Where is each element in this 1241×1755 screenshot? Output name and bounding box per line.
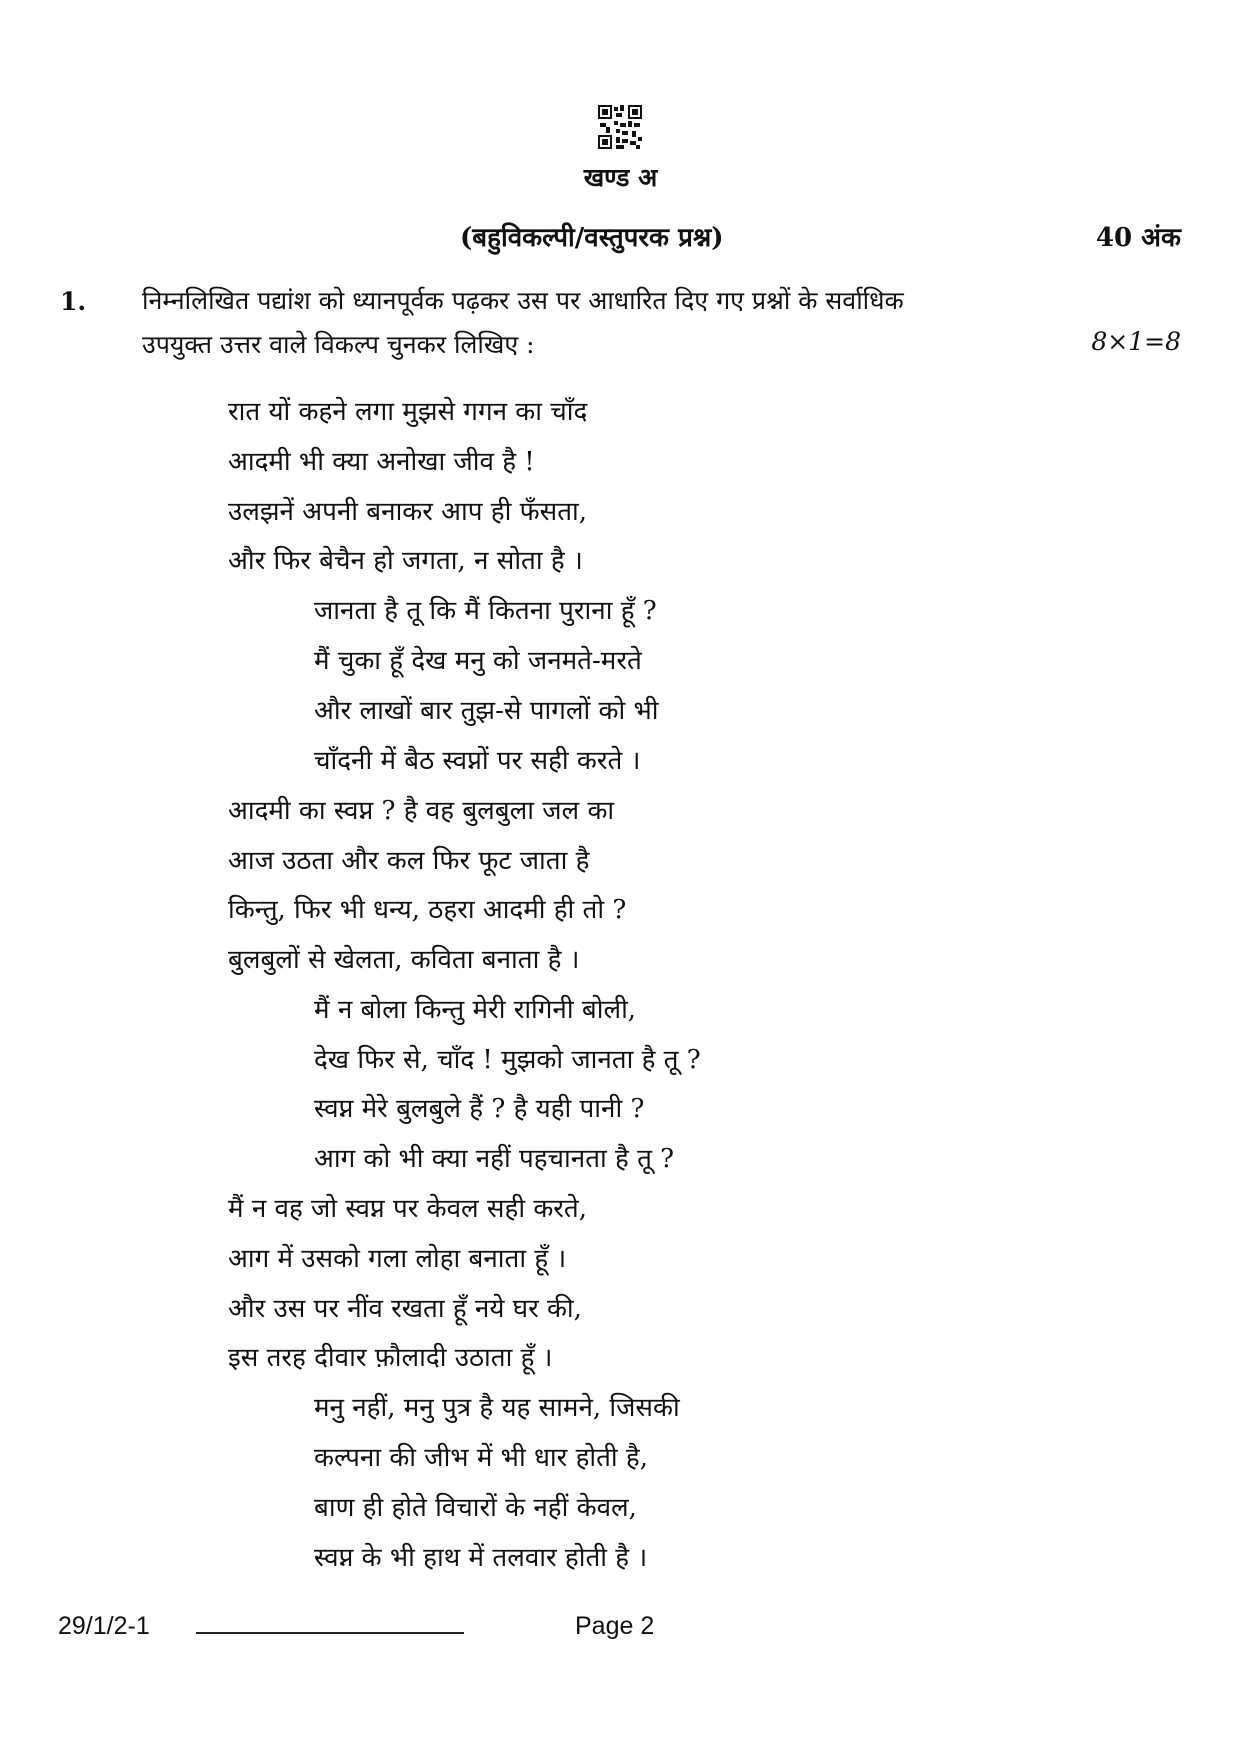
section-title: खण्ड अ (583, 163, 658, 192)
poem-line: और फिर बेचैन हो जगता, न सोता है । (228, 546, 583, 576)
question-number: 1. (60, 287, 87, 316)
section-marks: 40 अंक (1095, 223, 1181, 253)
question-text-line-1: निम्नलिखित पद्यांश को ध्यानपूर्वक पढ़कर उस पर आधारित दिए गए प्रश्नों के सर्वाधिक (142, 286, 904, 315)
question-text-line-2: उपयुक्त उत्तर वाले विकल्प चुनकर लिखिए : (142, 330, 535, 359)
question-marks: 8×1=8 (1091, 327, 1181, 356)
poem-line: आज उठता और कल फिर फूट जाता है (228, 846, 590, 876)
poem-line: मैं न बोला किन्तु मेरी रागिनी बोली, (314, 995, 637, 1025)
poem-line: और लाखों बार तुझ-से पागलों को भी (314, 696, 659, 726)
poem-line: इस तरह दीवार फ़ौलादी उठाता हूँ । (228, 1343, 553, 1373)
poem-line: आदमी का स्वप्न ? है वह बुलबुला जल का (228, 796, 615, 826)
poem-line: बुलबुलों से खेलता, कविता बनाता है । (228, 945, 580, 975)
poem-line: आदमी भी क्या अनोखा जीव है ! (228, 447, 535, 477)
poem-line: देख फिर से, चाँद ! मुझको जानता है तू ? (314, 1045, 701, 1075)
poem-line: स्वप्न के भी हाथ में तलवार होती है । (314, 1543, 648, 1573)
poem-line: कल्पना की जीभ में भी धार होती है, (314, 1443, 648, 1473)
poem-line: चाँदनी में बैठ स्वप्नों पर सही करते । (314, 746, 641, 776)
poem-line: आग में उसको गला लोहा बनाता हूँ । (228, 1244, 567, 1274)
section-subtitle: (बहुविकल्पी/वस्तुपरक प्रश्न) (460, 223, 724, 253)
poem-line: रात यों कहने लगा मुझसे गगन का चाँद (228, 397, 588, 427)
poem-line: मैं चुका हूँ देख मनु को जनमते-मरते (314, 646, 642, 676)
qr-code (598, 105, 642, 149)
paper-code: 29/1/2-1 (58, 1612, 150, 1640)
poem-line: और उस पर नींव रखता हूँ नये घर की, (228, 1294, 582, 1324)
page-number: Page 2 (575, 1612, 655, 1640)
poem-line: उलझनें अपनी बनाकर आप ही फँसता, (228, 497, 588, 527)
footer-divider (196, 1632, 464, 1634)
poem-line: स्वप्न मेरे बुलबुले हैं ? है यही पानी ? (314, 1094, 645, 1124)
poem-line: मैं न वह जो स्वप्न पर केवल सही करते, (228, 1194, 588, 1224)
poem-line: मनु नहीं, मनु पुत्र है यह सामने, जिसकी (314, 1393, 680, 1423)
poem-line: बाण ही होते विचारों के नहीं केवल, (314, 1493, 637, 1523)
poem-line: आग को भी क्या नहीं पहचानता है तू ? (314, 1144, 675, 1174)
poem-line: जानता है तू कि मैं कितना पुराना हूँ ? (314, 596, 657, 626)
poem-line: किन्तु, फिर भी धन्य, ठहरा आदमी ही तो ? (228, 895, 627, 925)
